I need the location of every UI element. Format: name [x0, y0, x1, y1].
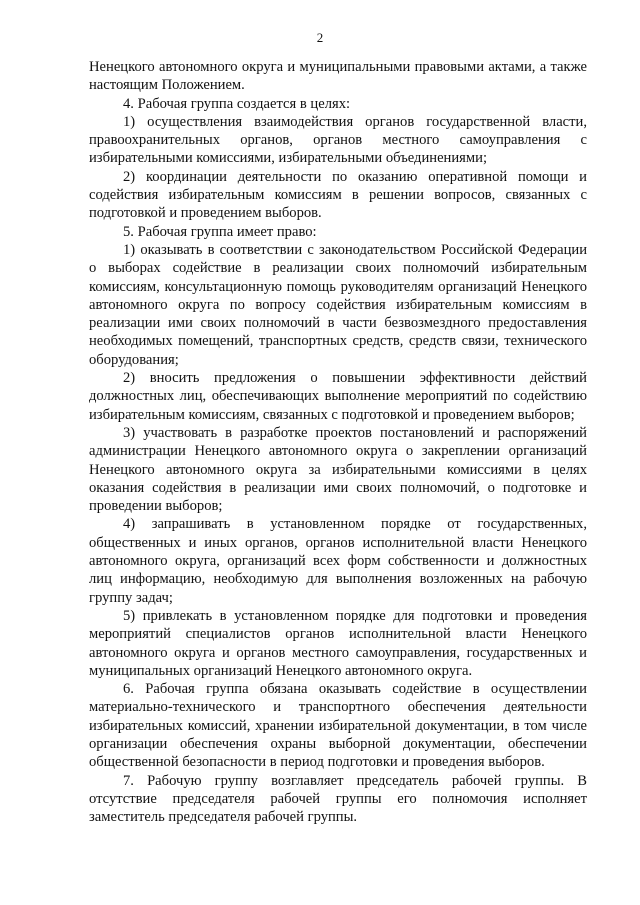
paragraph-section-5-heading: 5. Рабочая группа имеет право:	[123, 223, 317, 240]
paragraph-section-7: 7. Рабочую группу возглавляет председатель рабочей группы. В отсутствие председателя рабочей группы его полномочия исполняет заместитель председателя рабочей группы.	[89, 772, 587, 826]
paragraph-section-5-item-5: 5) привлекать в установленном порядке для подготовки и проведения мероприятий специалистов органов исполнительной власти Ненецкого автономного округа и органов местного самоуправления, государственных и муниципальных организаций Ненецкого автономного округа.	[89, 607, 587, 679]
document-body	[89, 58, 587, 826]
paragraph-section-4-item-2: 2) координации деятельности по оказанию оперативной помощи и содействия избирательным комиссиям в решении вопросов, связанных с подготовкой и проведением выборов.	[89, 168, 587, 222]
paragraph-section-6: 6. Рабочая группа обязана оказывать содействие в осуществлении материально-технического и транспортного обеспечения деятельности избирательных комиссий, хранении избирательной документации, в том числе организации обеспечения охраны выборной документации, обеспечении общественной безопасности в период подготовки и проведения выборов.	[89, 681, 587, 771]
paragraph-section-5-item-2: 2) вносить предложения о повышении эффективности действий должностных лиц, обеспечивающих выполнение мероприятий по содействию избирательным комиссиям, связанных с подготовкой и проведением выборов;	[89, 370, 587, 423]
paragraph-section-5-item-1: 1) оказывать в соответствии с законодательством Российской Федерации о выборах содействие в реализации своих полномочий избирательным комиссиям, консультационную помощь руководителям организаций Ненецкого автономного округа по вопросу содействия избирательным комиссиям в реализации ими своих полномочий в части безвозмездного предоставления необходимых помещений, транспортных средств, средств связи, технического оборудования;	[89, 241, 587, 368]
paragraph-section-5-item-4: 4) запрашивать в установленном порядке от государственных, общественных и иных органов, органов исполнительной власти Ненецкого автономного округа, организаций всех форм собственности и должностных лиц информацию, необходимую для выполнения возложенных на рабочую группу задач;	[89, 516, 587, 606]
paragraph-section-4-item-1: 1) осуществления взаимодействия органов государственной власти, правоохранительных органов, органов местного самоуправления с избирательными комиссиями, избирательными объединениями;	[89, 113, 587, 167]
paragraph-section-4-heading: 4. Рабочая группа создается в целях:	[123, 95, 351, 112]
paragraph-continuation: Ненецкого автономного округа и муниципальными правовыми актами, а также настоящим Положением.	[89, 59, 587, 94]
page-number: 2	[316, 30, 324, 45]
paragraph-section-5-item-3: 3) участвовать в разработке проектов постановлений и распоряжений администрации Ненецкого автономного округа о закреплении организаций Ненецкого автономного округа за избирательными комиссиями в целях оказания содействия в реализации ими своих полномочий, о подготовке и проведении выборов;	[89, 424, 587, 515]
